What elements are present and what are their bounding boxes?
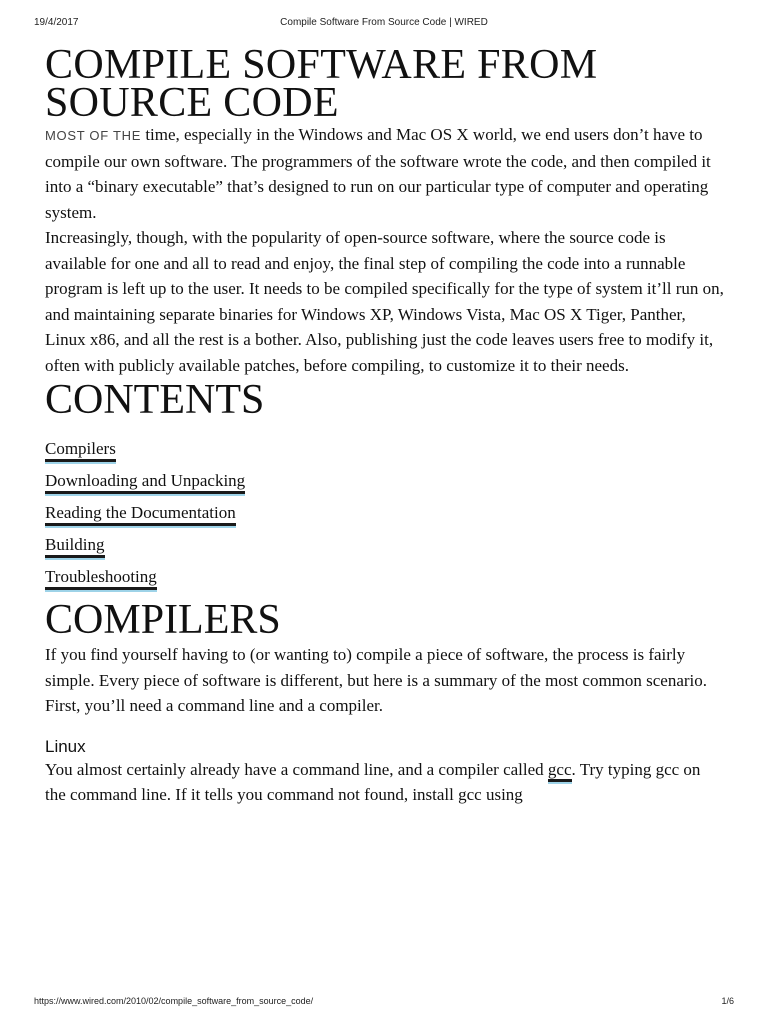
print-url: https://www.wired.com/2010/02/compile_software_from_source_code/ [34, 996, 314, 1006]
toc-link-troubleshooting[interactable]: Troubleshooting [45, 567, 157, 590]
lead-small-caps: MOST OF THE [45, 128, 142, 143]
linux-text-after: . Try typing gcc on the command line. If it tells you command not found, install gcc using [45, 759, 701, 804]
print-page-title: Compile Software From Source Code | WIRED [280, 17, 488, 28]
table-of-contents [45, 438, 725, 598]
linux-paragraph [45, 757, 725, 808]
toc-link-downloading[interactable]: Downloading and Unpacking [45, 471, 245, 494]
toc-link-documentation[interactable]: Reading the Documentation [45, 503, 236, 526]
article-title: COMPILE SOFTWARE FROM SOURCE CODE [45, 42, 598, 126]
toc-link-compilers[interactable]: Compilers [45, 439, 116, 462]
toc-item [45, 566, 725, 598]
lead-paragraph [45, 122, 725, 225]
toc-item [45, 502, 725, 534]
toc-link-building[interactable]: Building [45, 535, 105, 558]
body-paragraph: Increasingly, though, with the popularity of open-source software, where the source code is available for one and all to read and enjoy, the final step of compiling the code into a runnable program is left up to the user. It needs to be compiled specifically for the type of system it’ll run on, and maintaining separate binaries for Windows XP, Windows Vista, Mac OS X Tiger, Panther, Linux x86, and all the rest is a bother. Also, publishing just the code leaves users free to modify it, often with publicly available patches, before compiling, to customize it to their needs. [45, 228, 724, 375]
print-date: 19/4/2017 [34, 17, 79, 28]
compilers-paragraph: If you find yourself having to (or wanting to) compile a piece of software, the process is fairly simple. Every piece of software is different, but here is a summary of the most common scenario. First, you’ll need a command line and a compiler. [45, 645, 708, 715]
toc-item [45, 534, 725, 566]
toc-item [45, 470, 725, 502]
linux-subheading: Linux [45, 736, 86, 756]
toc-item [45, 438, 725, 470]
compilers-heading: COMPILERS [45, 597, 281, 643]
linux-text-before: You almost certainly already have a command line, and a compiler called [45, 759, 548, 779]
article [45, 42, 725, 808]
contents-heading: CONTENTS [45, 377, 265, 423]
gcc-link[interactable]: gcc [548, 760, 572, 782]
page-number: 1/6 [721, 996, 734, 1006]
lead-text: time, especially in the Windows and Mac OS X world, we end users don’t have to compile our own software. The programmers of the software wrote the code, and then compiled it into a “binary executable” that’s designed to run on our particular type of computer and operating system. [45, 125, 711, 222]
